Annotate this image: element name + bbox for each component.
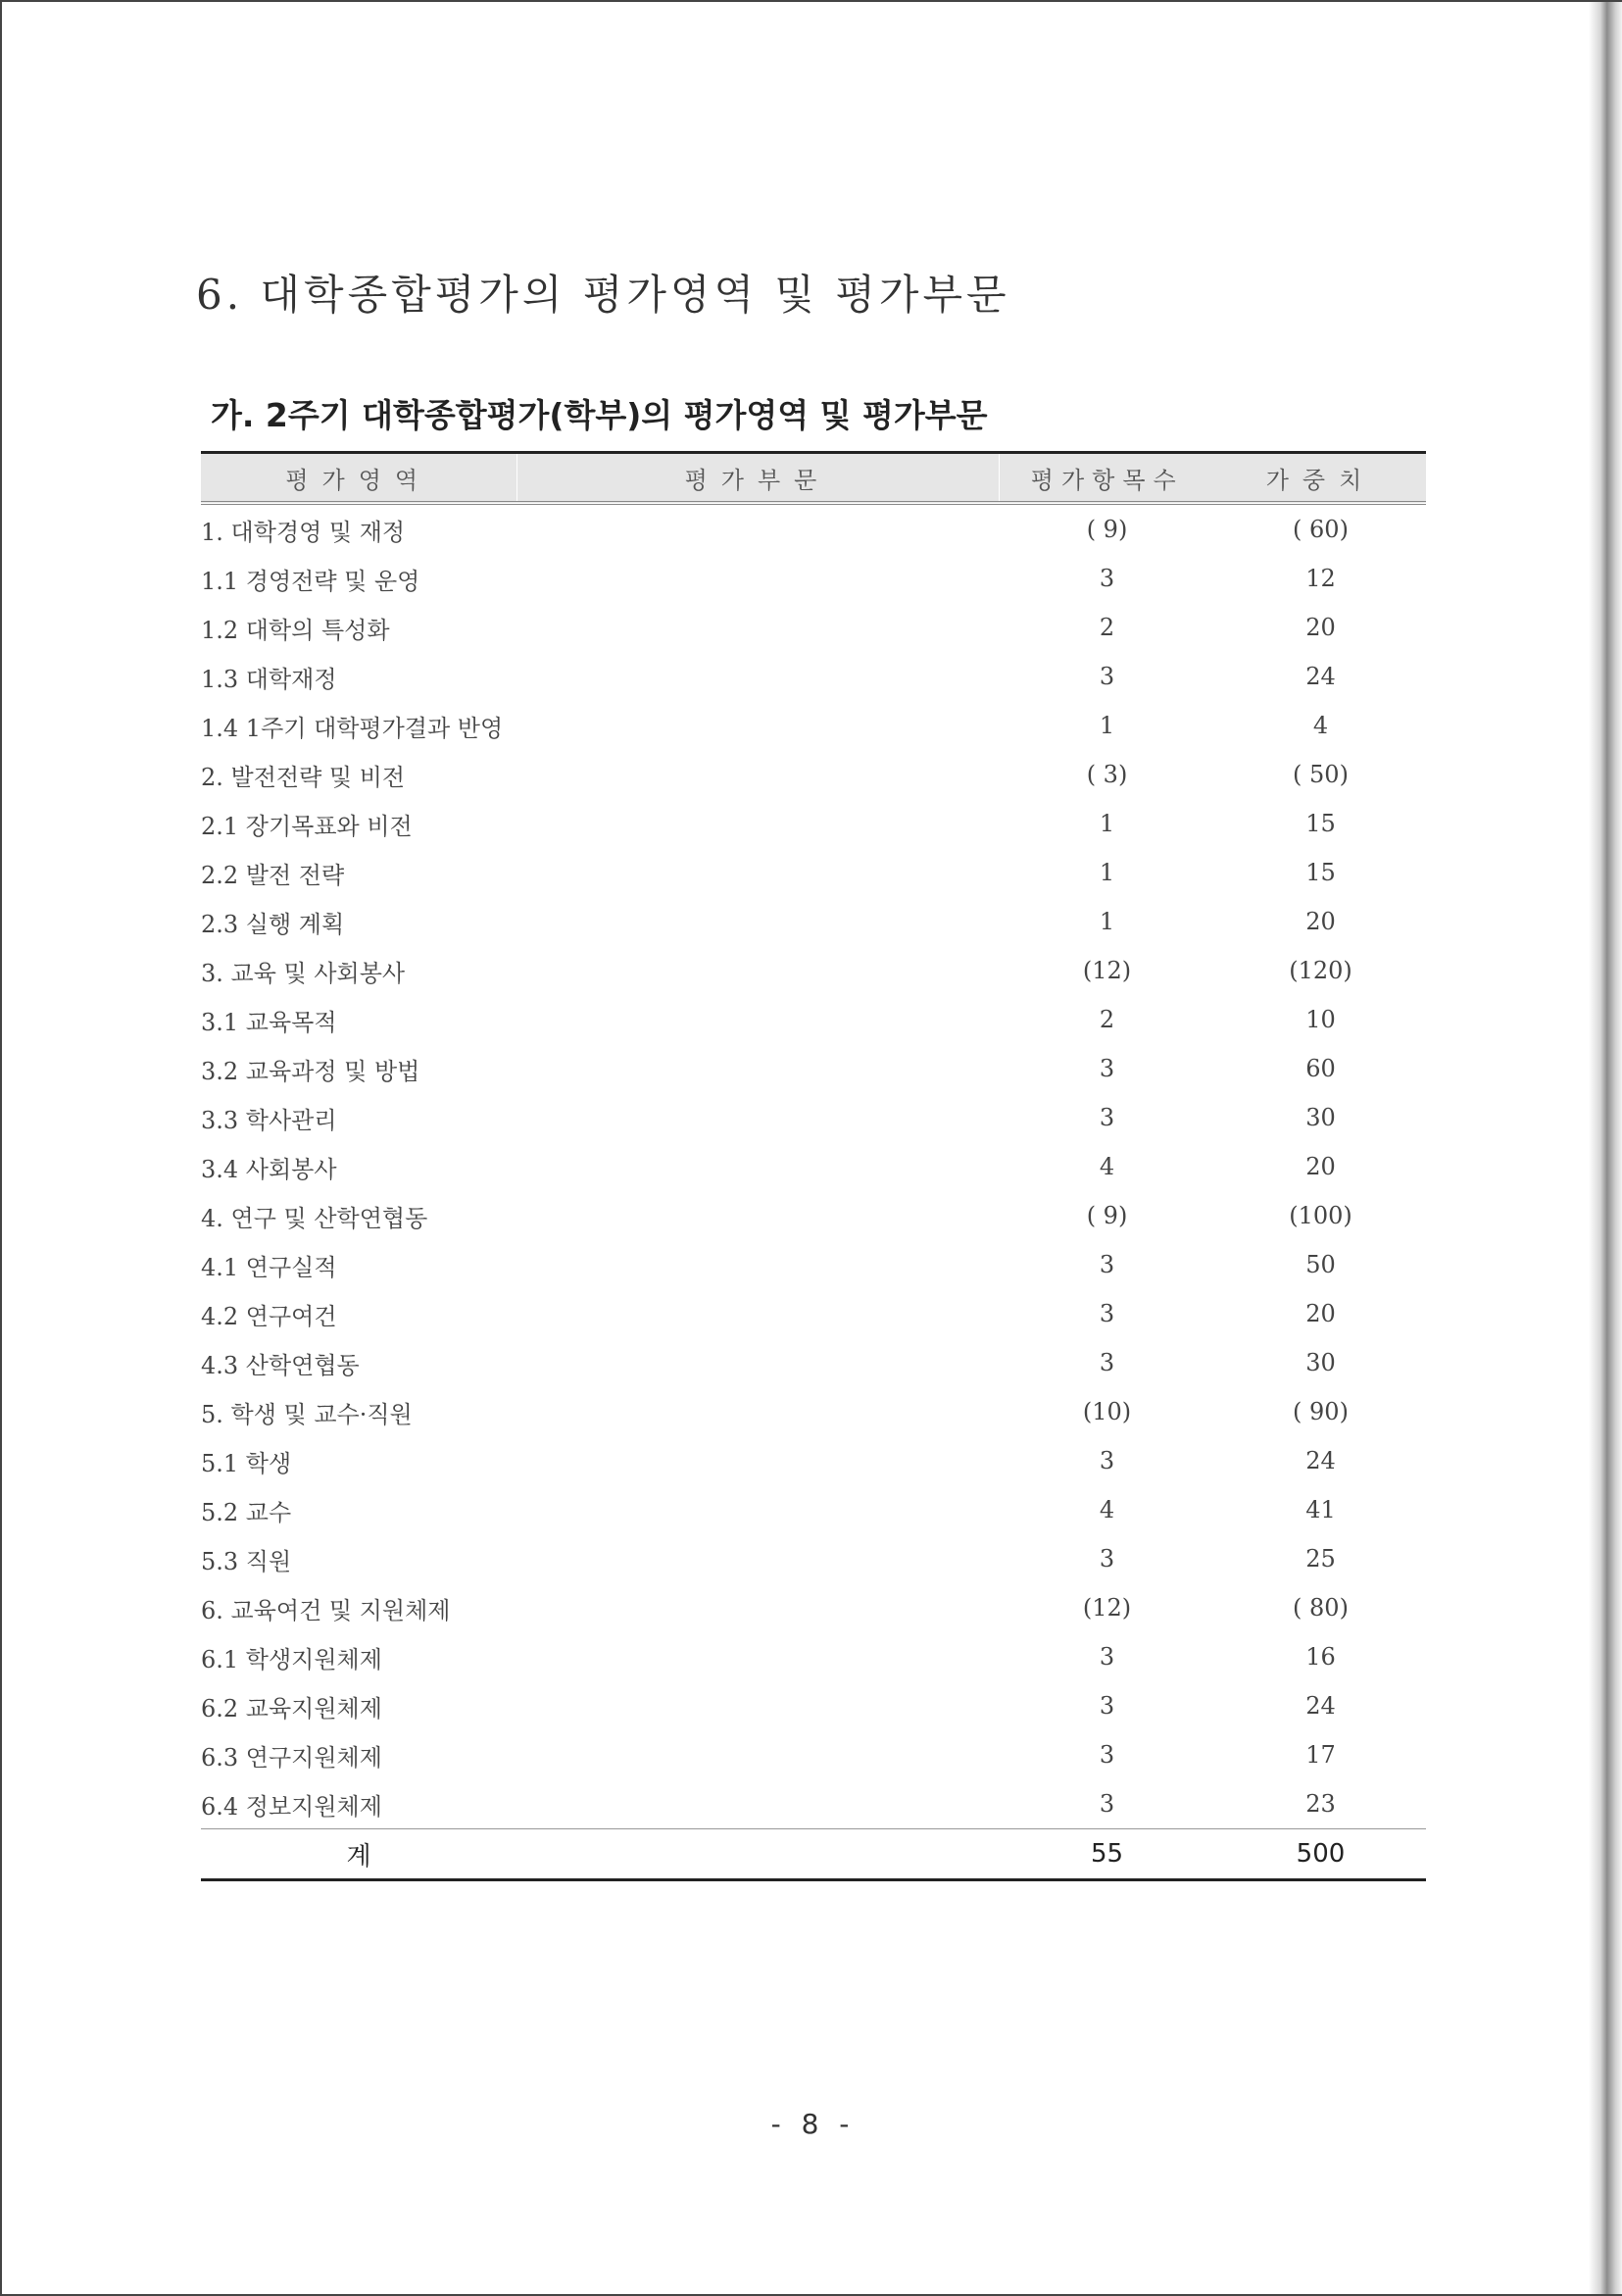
area-label: 1. 대학경영 및 재정 (201, 518, 406, 546)
total-empty-cell (516, 1829, 999, 1880)
part-items-count: 3 (1099, 1349, 1115, 1376)
part-items-count: 1 (1099, 712, 1115, 739)
part-weight: 41 (1305, 1496, 1336, 1523)
area-label: 5. 학생 및 교수·직원 (201, 1400, 413, 1428)
total-items-count: 55 (999, 1829, 1215, 1880)
part-label: 2.1 장기목표와 비전 (201, 812, 413, 840)
part-items-count: 4 (1099, 1496, 1115, 1523)
area-items-count: (12) (1082, 1594, 1132, 1622)
part-weight: 15 (1305, 810, 1336, 837)
part-weight: 30 (1305, 1104, 1336, 1131)
area-label: 3. 교육 및 사회봉사 (201, 959, 406, 987)
area-weight: (120) (1289, 957, 1352, 984)
part-weight: 30 (1305, 1349, 1336, 1376)
part-label: 6.3 연구지원체제 (201, 1743, 382, 1772)
area-weight: ( 50) (1293, 761, 1349, 788)
part-row (201, 1240, 1426, 1289)
total-weight: 500 (1215, 1829, 1426, 1880)
area-label: 2. 발전전략 및 비전 (201, 763, 406, 791)
part-row (201, 1632, 1426, 1681)
part-items-count: 1 (1099, 810, 1115, 837)
part-row (201, 1485, 1426, 1534)
part-weight: 24 (1305, 1447, 1336, 1474)
part-label: 3.3 학사관리 (201, 1106, 337, 1134)
part-row (201, 554, 1426, 603)
area-row (201, 1583, 1426, 1632)
part-row (201, 1338, 1426, 1387)
part-label: 4.1 연구실적 (201, 1253, 337, 1281)
area-weight: ( 80) (1293, 1594, 1349, 1622)
part-weight: 4 (1312, 712, 1329, 739)
part-label: 3.1 교육목적 (201, 1008, 337, 1036)
part-row (201, 652, 1426, 701)
part-label: 6.4 정보지원체제 (201, 1792, 382, 1821)
part-label: 6.2 교육지원체제 (201, 1694, 382, 1722)
area-row (201, 1191, 1426, 1240)
part-label: 5.2 교수 (201, 1498, 292, 1526)
part-row (201, 1779, 1426, 1829)
part-items-count: 3 (1099, 1251, 1115, 1278)
part-label: 2.3 실행 계획 (201, 910, 345, 938)
part-items-count: 3 (1099, 1447, 1115, 1474)
part-row (201, 1093, 1426, 1142)
part-label: 5.1 학생 (201, 1449, 292, 1477)
part-label: 5.3 직원 (201, 1547, 292, 1575)
part-row (201, 1044, 1426, 1093)
part-row (201, 897, 1426, 946)
part-weight: 20 (1305, 1153, 1336, 1180)
sub-heading: 가. 2주기 대학종합평가(학부)의 평가영역 및 평가부문 (211, 396, 988, 434)
area-row (201, 750, 1426, 799)
part-label: 3.2 교육과정 및 방법 (201, 1057, 420, 1085)
area-label: 4. 연구 및 산학연협동 (201, 1204, 428, 1232)
area-items-count: ( 9) (1086, 1202, 1128, 1229)
part-weight: 10 (1305, 1006, 1336, 1033)
part-items-count: 3 (1099, 1790, 1115, 1818)
part-weight: 50 (1305, 1251, 1336, 1278)
part-row (201, 1289, 1426, 1338)
part-weight: 20 (1305, 908, 1336, 935)
part-row (201, 603, 1426, 652)
total-label: 계 (201, 1829, 516, 1880)
part-label: 2.2 발전 전략 (201, 861, 345, 889)
part-row (201, 1436, 1426, 1485)
part-items-count: 3 (1099, 1104, 1115, 1131)
area-row (201, 946, 1426, 995)
part-items-count: 3 (1099, 1300, 1115, 1327)
part-weight: 15 (1305, 859, 1336, 886)
area-row (201, 1387, 1426, 1436)
part-weight: 17 (1305, 1741, 1336, 1769)
part-items-count: 3 (1099, 663, 1115, 690)
main-heading: 6. 대학종합평가의 평가영역 및 평가부문 (196, 271, 1010, 319)
part-weight: 24 (1305, 1692, 1336, 1720)
area-items-count: ( 3) (1086, 761, 1128, 788)
header-part: 평가부문 (516, 453, 999, 504)
area-items-count: (10) (1082, 1398, 1132, 1425)
table-body (201, 503, 1426, 1880)
part-items-count: 2 (1099, 1006, 1115, 1033)
part-row (201, 701, 1426, 750)
part-label: 6.1 학생지원체제 (201, 1645, 382, 1673)
part-items-count: 3 (1099, 1545, 1115, 1572)
part-items-count: 1 (1099, 908, 1115, 935)
part-weight: 60 (1305, 1055, 1336, 1082)
area-label: 6. 교육여건 및 지원체제 (201, 1596, 451, 1624)
total-row (201, 1829, 1426, 1880)
table-header-row (201, 453, 1426, 504)
part-row (201, 848, 1426, 897)
area-weight: (100) (1289, 1202, 1352, 1229)
part-items-count: 3 (1099, 1692, 1115, 1720)
evaluation-table (201, 451, 1426, 1881)
page-shadow (1589, 2, 1622, 2294)
part-weight: 20 (1305, 1300, 1336, 1327)
part-items-count: 3 (1099, 1055, 1115, 1082)
part-label: 4.2 연구여건 (201, 1302, 337, 1330)
part-label: 3.4 사회봉사 (201, 1155, 337, 1183)
part-row (201, 995, 1426, 1044)
part-row (201, 1534, 1426, 1583)
part-weight: 24 (1305, 663, 1336, 690)
part-weight: 20 (1305, 614, 1336, 641)
evaluation-table-container (201, 451, 1426, 1881)
header-weight: 가중치 (1215, 453, 1426, 504)
part-weight: 16 (1305, 1643, 1336, 1671)
part-label: 1.1 경영전략 및 운영 (201, 567, 420, 595)
part-row (201, 1681, 1426, 1730)
area-items-count: ( 9) (1086, 516, 1128, 543)
area-row (201, 503, 1426, 554)
part-label: 1.2 대학의 특성화 (201, 616, 390, 644)
part-items-count: 1 (1099, 859, 1115, 886)
part-label: 1.3 대학재정 (201, 665, 337, 693)
part-weight: 25 (1305, 1545, 1336, 1572)
area-weight: ( 60) (1293, 516, 1349, 543)
header-area: 평가영역 (201, 453, 516, 504)
part-row (201, 1142, 1426, 1191)
part-items-count: 3 (1099, 1741, 1115, 1769)
page-number: - 8 - (770, 2108, 856, 2140)
part-weight: 12 (1305, 565, 1336, 592)
part-items-count: 3 (1099, 1643, 1115, 1671)
part-row (201, 1730, 1426, 1779)
part-label: 1.4 1주기 대학평가결과 반영 (201, 714, 504, 742)
table-header (201, 453, 1426, 504)
area-items-count: (12) (1082, 957, 1132, 984)
part-row (201, 799, 1426, 848)
part-items-count: 3 (1099, 565, 1115, 592)
part-items-count: 4 (1099, 1153, 1115, 1180)
part-items-count: 2 (1099, 614, 1115, 641)
part-weight: 23 (1305, 1790, 1336, 1818)
part-label: 4.3 산학연협동 (201, 1351, 360, 1379)
area-weight: ( 90) (1293, 1398, 1349, 1425)
header-items: 평가항목수 (999, 453, 1215, 504)
